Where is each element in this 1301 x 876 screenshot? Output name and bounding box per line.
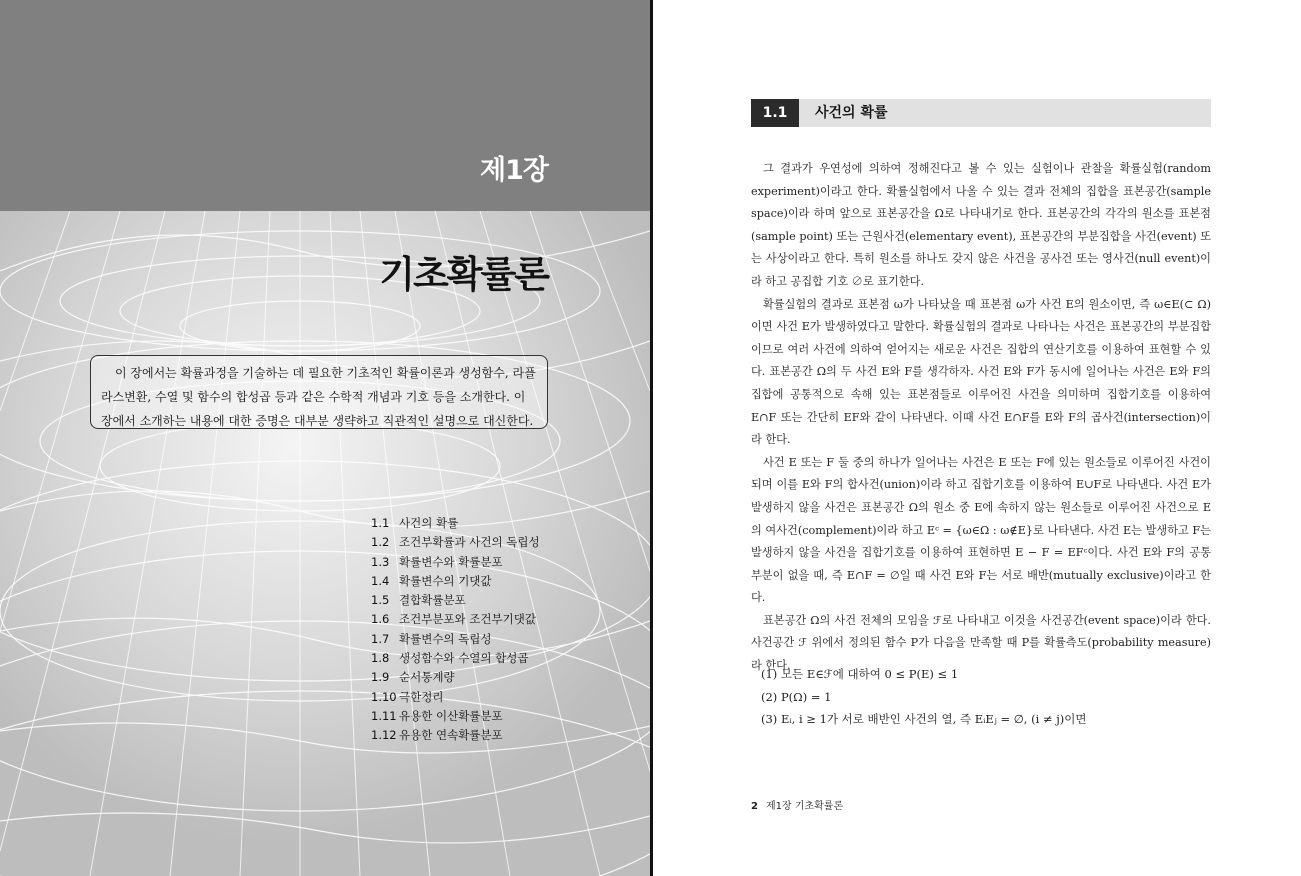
toc-item — [371, 533, 540, 552]
intro-line: 장에서 소개하는 내용에 대한 증명은 대부분 생략하고 직관적인 설명으로 대신한다. — [101, 414, 534, 428]
toc-item-number: 1.9 — [371, 670, 390, 685]
toc-item — [371, 572, 540, 591]
toc-item — [371, 726, 540, 745]
toc-item — [371, 707, 540, 726]
toc-item-number: 1.10 — [371, 689, 397, 704]
wireframe-background-art — [0, 211, 650, 876]
toc-item-number: 1.5 — [371, 593, 390, 608]
axiom-item: (2) P(Ω) = 1 — [761, 689, 832, 704]
toc-item-number: 1.6 — [371, 612, 390, 627]
toc-item-number: 1.1 — [371, 516, 390, 530]
toc-item-number: 1.3 — [371, 554, 390, 569]
toc-item — [371, 610, 540, 629]
section-body — [751, 158, 1211, 678]
toc-item-title: 확률변수의 기댓값 — [399, 573, 492, 588]
chapter-header-band — [0, 0, 650, 211]
toc-item — [371, 591, 540, 610]
intro-line: 이 장에서는 확률과정을 기술하는 데 필요한 기초적인 확률이론과 생성함수, 라플 — [115, 366, 536, 380]
toc-item-title: 결합확률분포 — [399, 593, 466, 608]
toc-item-title: 순서통계량 — [399, 670, 455, 685]
toc-item-number: 1.11 — [371, 708, 397, 723]
toc-item-number: 1.8 — [371, 651, 390, 666]
toc-item — [371, 688, 540, 707]
toc-item-title: 유용한 이산확률분포 — [399, 708, 503, 723]
intro-line: 라스변환, 수열 및 함수의 합성곱 등과 같은 수학적 개념과 기호 등을 소개한다. 이 — [101, 390, 526, 404]
toc-item — [371, 630, 540, 649]
page-footer — [751, 797, 843, 812]
toc-item-title: 확률변수의 독립성 — [399, 631, 492, 646]
toc-item-title: 생성함수와 수열의 합성곱 — [399, 651, 529, 666]
body-paragraph: 그 결과가 우연성에 의하여 정해진다고 볼 수 있는 실험이나 관찰을 확률실험(random experiment)이라고 한다. 확률실험에서 나올 수 있는 결과 전체의 집합을 표본공간(sample space)이라 하며 앞으로 표본공간을 Ω로 나타내기로 한다. 표본공간의 각각의 원소를 표본점(sample point) 또는 근원사건(elementary event), 표본공간의 부분집합을 사건(event) 또는 사상이라고 한다. 특히 원소를 하나도 갖지 않은 사건을 공사건 또는 영사건(null event)이라 하고 공집합 기호 ∅로 표기한다. — [751, 162, 1211, 288]
running-footer-title: 제1장 기초확률론 — [765, 801, 844, 812]
chapter-opener-page — [0, 0, 650, 876]
toc-item-number: 1.7 — [371, 631, 390, 646]
toc-item — [371, 514, 540, 533]
body-paragraph: 사건 E 또는 F 둘 중의 하나가 일어나는 사건은 E 또는 F에 있는 원소들로 이루어진 사건이 되며 이를 E와 F의 합사건(union)이라 하고 집합기호를 이용하여 E∪F로 나타낸다. 사건 E가 발생하지 않을 사건은 표본공간 Ω의 원소 중 E에 속하지 않는 원소들로 이루어진 사건으로 E의 여사건(complement)이라 하고 Eᶜ = {ω∈Ω : ω∉E}로 나타낸다. 사건 E는 발생하고 F는 발생하지 않을 사건을 집합기호를 이용하여 표현하면 E − F = EFᶜ이다. 사건 E와 F의 공통 부분이 없을 때, 즉 E∩F = ∅일 때 사건 E와 F는 서로 배반(mutually exclusive)이라고 한다. — [751, 455, 1211, 605]
body-paragraph: 표본공간 Ω의 사건 전체의 모임을 ℱ로 나타내고 이것을 사건공간(event space)이라 한다. 사건공간 ℱ 위에서 정의된 함수 P가 다음을 만족할 때 P를 확률측도(probability measure)라 한다. — [751, 613, 1211, 673]
axiom-list — [761, 663, 1087, 731]
chapter-title: 기초확률론 — [379, 253, 548, 296]
toc-item-title: 조건부분포와 조건부기댓값 — [399, 612, 536, 627]
toc-item-title: 조건부확률과 사건의 독립성 — [399, 535, 540, 550]
toc-item-title: 극한정리 — [399, 689, 444, 704]
chapter-intro-box — [90, 355, 548, 429]
toc-item — [371, 649, 540, 668]
axiom-item: (1) 모든 E∈ℱ에 대하여 0 ≤ P(E) ≤ 1 — [761, 667, 959, 681]
section-number: 1.1 — [751, 99, 799, 127]
chapter-number: 제1장 — [480, 155, 548, 186]
section-title: 사건의 확률 — [815, 105, 888, 121]
toc-item-title: 유용한 연속확률분포 — [399, 728, 503, 743]
toc-item-number: 1.12 — [371, 728, 397, 743]
toc-item — [371, 668, 540, 687]
section-header — [751, 99, 1211, 127]
toc-item-number: 1.4 — [371, 573, 390, 588]
toc-item-title: 확률변수와 확률분포 — [399, 554, 503, 569]
axiom-item: (3) Eᵢ, i ≥ 1가 서로 배반인 사건의 열, 즉 EᵢEⱼ = ∅, (i ≠ j)이면 — [761, 712, 1087, 727]
toc-item — [371, 553, 540, 572]
table-of-contents — [371, 514, 540, 746]
body-paragraph: 확률실험의 결과로 표본점 ω가 나타났을 때 표본점 ω가 사건 E의 원소이면, 즉 ω∈E(⊂ Ω)이면 사건 E가 발생하였다고 말한다. 확률실험의 결과로 나타나는 사건은 표본공간의 부분집합이므로 여러 사건에 의하여 얻어지는 새로운 사건은 집합의 연산기호를 이용하여 표현할 수 있다. 표본공간 Ω의 두 사건 E와 F를 생각하자. 사건 E와 F가 동시에 일어나는 사건은 E와 F의 집합에 공통적으로 속해 있는 표본점들로 이루어진 사건을 의미하며 집합기호를 이용하여 E∩F 또는 간단히 EF와 같이 나타낸다. 이때 사건 E∩F를 E와 F의 곱사건(intersection)이라 한다. — [751, 297, 1211, 447]
toc-item-title: 사건의 확률 — [399, 516, 459, 530]
content-page — [653, 0, 1301, 876]
toc-item-number: 1.2 — [371, 535, 390, 550]
page-number: 2 — [751, 801, 758, 812]
